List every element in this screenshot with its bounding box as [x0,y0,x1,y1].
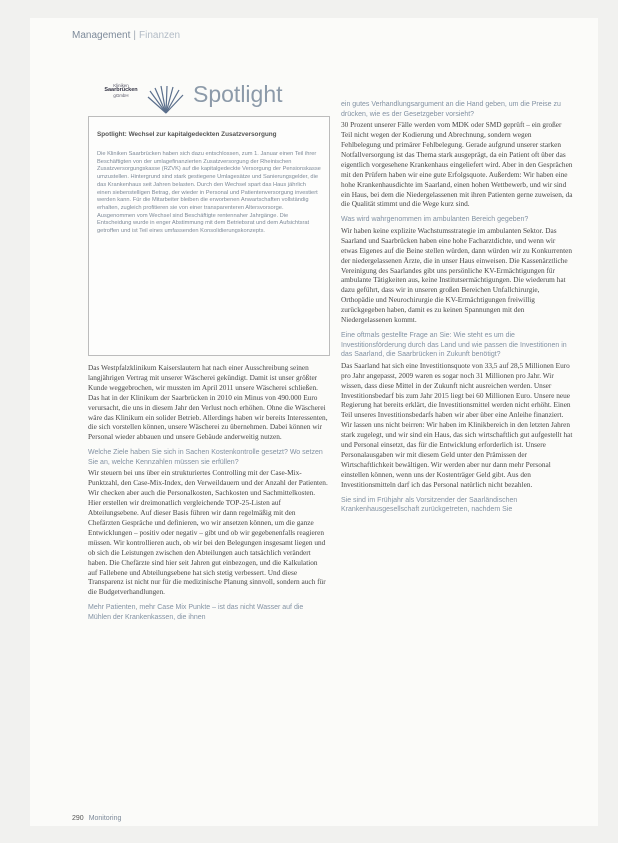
spotlight-body: Die Kliniken Saarbrücken haben sich dazu entschlossen, zum 1. Januar einen Teil ihrer Beschäftigten von der umlagefinanzierten Zusatzversorgung der Rheinischen Zusatzversorgungskasse (RZVK) auf die kapitalgedeckte Versorgung der Pensionskasse umzustellen. Hintergrund sind stark gestiegene Umlagesätze und Sanierungsgelder, die das Krankenhaus seit Jahren belasten. Durch den Wechsel spart das Haus jährlich einen siebenstelligen Betrag, der wieder in Personal und Patientenversorgung investiert werden kann. Für die Mitarbeiter bleiben die erworbenen Anwartschaften vollständig erhalten, zugleich profitieren sie von einer transparenteren Altersvorsorge. Ausgenommen vom Wechsel sind Beschäftigte rentennaher Jahrgänge. Die Entscheidung wurde in enger Abstimmung mit dem Betriebsrat und dem Aufsichtsrat getroffen und ist Teil eines umfassenden Konsolidierungskonzepts. [97,151,321,235]
right-question-2: Was wird wahrgenommen im ambulanten Bereich gegeben? [341,216,529,224]
right-question-4: Sie sind im Frühjahr als Vorsitzender der Saarländischen Krankenhausgesellschaft zurückgetreten, nachdem Sie [341,496,518,514]
spotlight-title: Spotlight [193,81,283,107]
page-footer [72,815,121,822]
spotlight-heading: Spotlight: Wechsel zur kapitalgedeckten Zusatzversorgung [97,131,277,138]
right-question-3: Eine oftmals gestellte Frage an Sie: Wie steht es um die Investitionsförderung durch das Land und wie passen die Investitionen in das Saarland, die Saarbrücken in Zukunft benötigt? [341,332,567,359]
section-label: Management [72,30,131,41]
left-paragraph-2: Wir steuern bei uns über ein strukturiertes Controlling mit der Case-Mix-Punktzahl, den Case-Mix-Index, den Verweildauern und der Anzahl der Patienten. Wir checken aber auch die Personalkosten, Sachkosten und Sachmittelkosten. Hier erstellen wir dreimonatlich vergleichende TOP-25-Listen auf Abteilungsebene. Auf dieser Basis führen wir dann regelmäßig mit den Chefärzten Gespräche und definieren, wo wir ansetzen können, um die ganze Entwicklungen – positiv oder negativ – gibt und ob wir gegebenenfalls reagieren müssen. Wir kontrollieren auch, ob wir bei den Belegungen insgesamt liegen und ob sich die Leistungen zwischen den Abteilungen auch tatsächlich verändert haben. Die Chefärzte sind hier seit Jahren gut einbezogen, und die Kalkulation auf Fallebene und Abteilungsebene hat sich stetig verbessert. Und diese Transparenz ist nicht nur für die medizinische Planung sinnvoll, sondern auch für die Budgetverhandlungen. [88,468,328,597]
section-header [72,30,180,41]
clinic-logo-line3: gGmbH [113,93,129,98]
right-column [341,100,573,516]
right-paragraph-1: 30 Prozent unserer Fälle werden vom MDK oder SMD geprüft – ein großer Teil nicht wegen der Kodierung und Abrechnung, sondern wegen Fehlbelegung und primärer Fehlbelegung. Gerade aufgrund unserer starken Notfallversorgung ist das Thema stark ausgeprägt, da ein Patient oft über das eigentlich vorgesehene Krankenhaus eingeliefert wird. Aber in den Gesprächen mit den Prüfern haben wir eine gute Erfolgsquote. Außerdem: Wir haben eine hohe Krankenhausdichte im Saarland, einen hohen Wettbewerb, und wir sind ein Haus, bei dem die Niedergelassenen mit ihren Patienten gerne zuweisen, da die Qualität stimmt und die Wege kurz sind. [341,120,573,209]
right-paragraph-3: Das Saarland hat sich eine Investitionsquote von 33,5 auf 28,5 Millionen Euro pro Jahr angepasst, 2009 waren es sogar noch 31 Millionen pro Jahr. Wir wissen, dass diese Mittel in der Zukunft nicht ausreichen werden. Unser Investitionsbedarf bis zum Jahr 2015 liegt bei 60 Millionen Euro. Unsere neue Regierung hat bereits erklärt, die Investitionsmittel werden nicht erhöht. Einen Teil unseres Investitionsbedarfs haben wir aber über eine Anleihe finanziert. Wir lassen uns nicht beirren: Wir haben im Klinikbereich in den letzten Jahren stark zugelegt, und wir sind ein Haus, das sich wirtschaftlich gut aufgestellt hat und Personal einsetzt, das für die Entwicklung erforderlich ist. Unsere Personalausgaben wir mit diesem Geld unter den Prämissen der Wirtschaftlichkeit bewältigen. Wir werden aber nur dann mehr Personal einstellen können, wenn uns der Kostenträger Geld gibt. Aus den Investitionsmitteln darf ich das Personal natürlich nicht bezahlen. [341,360,573,489]
subsection-label: Finanzen [138,30,181,41]
page-number: 290 [72,815,84,822]
right-question-continued: ein gutes Verhandlungsargument an die Hand geben, um die Preise zu drücken, wie es der Gesetzgeber vorsieht? [341,101,561,118]
clinic-fan-icon [146,85,186,115]
left-question-2: Welche Ziele haben Sie sich in Sachen Kostenkontrolle gesetzt? Wo setzen Sie an, welche Kennzahlen müssen sie erfüllen? [88,449,323,466]
left-paragraph-1: Das Westpfalzklinikum Kaiserslautern hat nach einer Ausschreibung seinen langjährigen Vertrag mit unserer Wäscherei gekündigt. Damit ist unser größter Kunde weggebrochen, wir mussten im April 2011 unsere Wäscherei schließen. Das hat in der Klinikum der Saarbrücken in 2010 ein Minus von 490.000 Euro verursacht, die uns in diesem Jahr den Verlust noch erhöhen. Ohne die Wäscherei wäre das Klinikum ein solider Betrieb. Allerdings haben wir bereits Interessenten, die sich vorstellen können, unsere Wäscherei zu übernehmen. Dabei können wir Personal wieder abbauen und unsere Gebäude anderweitig nutzen. [88,363,328,442]
left-question-3: Mehr Patienten, mehr Case Mix Punkte – ist das nicht Wasser auf die Mühlen der Krankenkassen, die ihnen [88,604,304,621]
clinic-logo-line2: Saarbrücken [104,87,138,93]
section-separator: | [133,30,136,41]
left-column [88,363,328,623]
clinic-logo-line1: Kliniken [113,83,129,88]
publication-name: Monitoring [88,815,122,822]
clinic-logo-text [96,83,146,98]
right-paragraph-2: Wir haben keine explizite Wachstumsstrategie im ambulanten Sektor. Das Saarland und Saarbrücken haben eine hohe Facharztdichte, und wenn wir etwas Eigenes auf die Beine stellen würden, dann würden wir zu Konkurrenten der niedergelassenen Ärzte, die in unser Haus einweisen. Die Kassenärztliche Vereinigung des Saarlandes gibt uns persönliche KV-Ermächtigungen für ambulante Tätigkeiten aus, keine Institutsermächtigungen. Die wiederum hat dazu geführt, dass wir in unseren großen Bereichen Unfallchirurgie, Orthopädie und Neurochirurgie die KV-Ermächtigungen freiwillig zurückgegeben haben, damit es zu keinen Spannungen mit den Niedergelassenen kommt. [341,225,572,325]
spotlight-box [88,116,330,356]
